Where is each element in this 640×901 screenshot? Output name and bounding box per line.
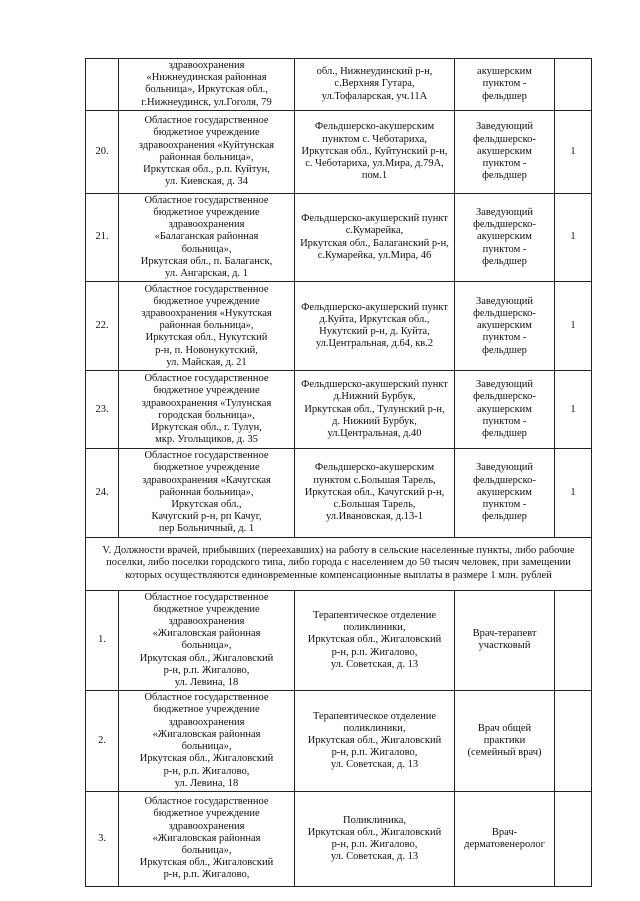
position-cell	[455, 193, 555, 281]
position-cell	[455, 449, 555, 537]
address-cell	[295, 110, 455, 193]
address-cell	[295, 282, 455, 371]
organization-cell-line: «Нижнеудинская районная	[146, 72, 267, 84]
address-cell	[295, 791, 455, 886]
row-number: 2.	[86, 691, 119, 792]
row-number: 20.	[86, 110, 119, 193]
organization-cell-line: ул. Майская, д. 21	[166, 356, 247, 368]
position-cell-line: пунктом -	[482, 332, 527, 344]
position-cell	[455, 282, 555, 371]
table-row	[86, 59, 592, 111]
organization-cell-line: районная больница»,	[159, 320, 254, 332]
organization-cell	[119, 110, 295, 193]
position-cell-line: пунктом -	[482, 243, 527, 255]
organization-cell-line: ул. Ангарская, д. 1	[165, 268, 248, 280]
organization-cell	[119, 791, 295, 886]
address-cell	[295, 371, 455, 449]
organization-cell-line: р-н, р.п. Жигалово,	[163, 869, 250, 881]
position-cell	[455, 791, 555, 886]
organization-cell-line: бюджетное учреждение	[153, 603, 260, 615]
address-cell	[295, 590, 455, 691]
address-cell-line: д.Нижний Бурбук,	[333, 391, 416, 403]
position-cell-line: акушерским	[477, 145, 532, 157]
address-cell-line: с.Кумарейка, ул.Мира, 46	[317, 249, 432, 261]
organization-cell-line: здравоохранения «Нукутская	[141, 307, 272, 319]
position-cell-line: фельдшер	[482, 428, 527, 440]
row-number: 3.	[86, 791, 119, 886]
organization-cell-line: Иркутская обл., п. Балаганск,	[140, 255, 273, 267]
position-cell-line: Заведующий	[475, 379, 534, 391]
organization-cell	[119, 59, 295, 111]
position-cell-line: фельдшер	[482, 255, 527, 267]
position-cell-line: Заведующий	[475, 121, 534, 133]
organization-cell-line: Областное государственное	[144, 283, 269, 295]
organization-cell-line: Областное государственное	[144, 115, 269, 127]
section-v-heading: V. Должности врачей, прибывших (переехавших) на работу в сельские населенные пункты, либо рабочие поселки, либо поселки городского типа, либо города с населением до 50 тысяч человек, при замещении которых осуществляются единовременные компенсационные выплаты в размере 1 млн. рублей	[86, 537, 592, 590]
organization-cell-line: Областное государственное	[144, 692, 269, 704]
organization-cell-line: больница»,	[181, 243, 232, 255]
address-cell	[295, 691, 455, 792]
address-cell-line: Иркутская обл., Жигаловский	[307, 634, 442, 646]
row-number: 23.	[86, 371, 119, 449]
organization-cell-line: здравоохранения	[168, 616, 245, 628]
address-cell-line: Поликлиника,	[343, 814, 406, 826]
table-row	[86, 110, 592, 193]
address-cell-line: Терапевтическое отделение	[312, 609, 437, 621]
address-cell	[295, 449, 455, 537]
table-row	[86, 282, 592, 371]
position-cell-line: пунктом -	[482, 157, 527, 169]
position-cell-line: фельдшер	[482, 90, 527, 102]
position-cell-line: акушерским	[477, 486, 532, 498]
position-cell-line: практики	[483, 734, 526, 746]
address-cell-line: Фельдшерско-акушерским	[314, 121, 435, 133]
row-number	[86, 59, 119, 111]
address-cell-line: ул. Советская, д. 13	[330, 851, 419, 863]
position-cell-line: дерматовенеролог	[464, 838, 545, 850]
address-cell-line: Фельдшерско-акушерский пункт	[301, 379, 448, 391]
position-cell-line: фельдшерско-	[473, 307, 536, 319]
address-cell-line: Терапевтическое отделение	[312, 710, 437, 722]
organization-cell	[119, 449, 295, 537]
address-cell-line: Иркутская обл., Балаганский р-н,	[300, 237, 449, 249]
organization-cell	[119, 193, 295, 281]
table-row	[86, 791, 592, 886]
organization-cell-line: здравоохранения «Качугская	[142, 474, 271, 486]
row-number: 22.	[86, 282, 119, 371]
position-cell-line: фельдшерско-	[473, 391, 536, 403]
organization-cell-line: р-н, р.п. Жигалово,	[163, 765, 250, 777]
organization-cell-line: Областное государственное	[144, 591, 269, 603]
row-number: 24.	[86, 449, 119, 537]
address-cell	[295, 59, 455, 111]
position-cell	[455, 371, 555, 449]
organization-cell-line: пер Больничный, д. 1	[158, 523, 255, 535]
table-body-top	[86, 59, 592, 538]
address-cell-line: ул. Советская, д. 13	[330, 759, 419, 771]
position-cell	[455, 110, 555, 193]
position-cell-line: пунктом -	[482, 78, 527, 90]
organization-cell-line: бюджетное учреждение	[153, 295, 260, 307]
organization-cell	[119, 590, 295, 691]
address-cell-line: Иркутская обл., Жигаловский	[307, 826, 442, 838]
position-cell-line: фельдшер	[482, 170, 527, 182]
organization-cell-line: «Жигаловская районная	[152, 832, 261, 844]
address-cell-line: д.Куйта, Иркутская обл.,	[319, 314, 430, 326]
organization-cell-line: районная больница»,	[159, 151, 254, 163]
organization-cell-line: «Жигаловская районная	[152, 628, 261, 640]
address-cell-line: с.Верхняя Гутара,	[334, 78, 415, 90]
organization-cell-line: Областное государственное	[144, 373, 269, 385]
table-row	[86, 590, 592, 691]
organization-cell-line: больница»,	[181, 741, 232, 753]
address-cell-line: Фельдшерско-акушерский пункт	[301, 301, 448, 313]
position-cell-line: акушерским	[477, 403, 532, 415]
position-cell-line: Заведующий	[475, 207, 534, 219]
organization-cell-line: ул. Левина, 18	[174, 677, 239, 689]
address-cell-line: пунктом с.Большая Тарель,	[313, 474, 436, 486]
address-cell-line: Фельдшерско-акушерский пункт	[301, 213, 448, 225]
organization-cell-line: городская больница»,	[158, 409, 255, 421]
organization-cell-line: г.Нижнеудинск, ул.Гоголя, 79	[141, 96, 272, 108]
position-cell-line: фельдшер	[482, 511, 527, 523]
organization-cell-line: бюджетное учреждение	[153, 808, 260, 820]
organization-cell-line: ул. Киевская, д. 34	[165, 176, 248, 188]
organization-cell-line: больница»,	[181, 640, 232, 652]
organization-cell-line: здравоохранения «Куйтунская	[138, 139, 275, 151]
address-cell-line: ул.Тофаларская, уч.11А	[321, 90, 428, 102]
table-row	[86, 691, 592, 792]
organization-cell-line: Качугский р-н, рп Качуг,	[151, 511, 262, 523]
position-cell-line: пунктом -	[482, 415, 527, 427]
position-cell-line: фельдшерско-	[473, 474, 536, 486]
organization-cell-line: Иркутская обл., Жигаловский	[139, 753, 274, 765]
address-cell-line: Иркутская обл., Жигаловский	[307, 734, 442, 746]
organization-cell-line: Иркутская обл., р.п. Куйтун,	[143, 164, 270, 176]
position-cell-line: фельдшерско-	[473, 133, 536, 145]
count-cell	[555, 691, 592, 792]
row-number: 1.	[86, 590, 119, 691]
position-cell-line: акушерским	[477, 66, 532, 78]
position-cell-line: Врач-	[491, 826, 518, 838]
organization-cell-line: «Балаганская районная	[154, 231, 259, 243]
address-cell-line: Фельдшерско-акушерским	[314, 462, 435, 474]
table-row	[86, 193, 592, 281]
organization-cell-line: здравоохранения	[168, 60, 245, 71]
address-cell	[295, 193, 455, 281]
position-cell-line: пунктом -	[482, 499, 527, 511]
organization-cell-line: мкр. Угольщиков, д. 35	[155, 434, 258, 446]
organization-cell-line: здравоохранения	[168, 716, 245, 728]
address-cell-line: поликлиники,	[343, 722, 406, 734]
organization-cell-line: бюджетное учреждение	[153, 462, 260, 474]
count-cell	[555, 590, 592, 691]
organization-cell-line: Иркутская обл., Жигаловский	[139, 652, 274, 664]
organization-cell-line: здравоохранения «Тулунская	[141, 397, 272, 409]
organization-cell-line: Областное государственное	[144, 450, 269, 462]
address-cell-line: Иркутская обл., Тулунский р-н,	[304, 403, 445, 415]
count-cell	[555, 791, 592, 886]
positions-table	[85, 58, 592, 887]
count-cell	[555, 59, 592, 111]
organization-cell-line: ул. Левина, 18	[174, 777, 239, 789]
address-cell-line: обл., Нижнеудинский р-н,	[316, 66, 433, 78]
organization-cell	[119, 371, 295, 449]
address-cell-line: ул.Ивановская, д.13-1	[325, 511, 424, 523]
address-cell-line: пом.1	[361, 170, 388, 182]
organization-cell-line: Иркутская обл., г. Тулун,	[151, 421, 262, 433]
count-cell: 1	[555, 110, 592, 193]
count-cell: 1	[555, 371, 592, 449]
organization-cell-line: бюджетное учреждение	[153, 127, 260, 139]
organization-cell	[119, 282, 295, 371]
address-cell-line: ул.Центральная, д.40	[327, 428, 422, 440]
position-cell-line: фельдшер	[482, 344, 527, 356]
address-cell-line: р-н, р.п. Жигалово,	[331, 646, 418, 658]
position-cell-line: Заведующий	[475, 462, 534, 474]
organization-cell-line: Областное государственное	[144, 796, 269, 808]
position-cell-line: Врач-терапевт	[472, 628, 537, 640]
count-cell: 1	[555, 193, 592, 281]
section-v	[86, 537, 592, 590]
table-body-bottom	[86, 590, 592, 886]
position-cell	[455, 691, 555, 792]
position-cell	[455, 590, 555, 691]
organization-cell-line: больница»,	[181, 845, 232, 856]
address-cell-line: с.Кумарейка,	[345, 225, 404, 237]
address-cell-line: с. Чеботариха, ул.Мира, д.79А,	[305, 157, 444, 169]
address-cell-line: с.Большая Тарель,	[333, 499, 416, 511]
address-cell-line: Иркутская обл., Куйтунский р-н,	[301, 145, 448, 157]
address-cell-line: р-н, р.п. Жигалово,	[331, 747, 418, 759]
organization-cell-line: здравоохранения	[168, 219, 245, 231]
address-cell-line: поликлиники,	[343, 622, 406, 634]
organization-cell-line: р-н, р.п. Жигалово,	[163, 664, 250, 676]
organization-cell-line: Областное государственное	[144, 194, 269, 206]
address-cell-line: р-н, р.п. Жигалово,	[331, 838, 418, 850]
organization-cell-line: р-н, п. Новонукутский,	[155, 344, 258, 356]
organization-cell-line: бюджетное учреждение	[153, 385, 260, 397]
position-cell-line: (семейный врач)	[467, 747, 542, 759]
organization-cell	[119, 691, 295, 792]
organization-cell-line: «Жигаловская районная	[152, 728, 261, 740]
table-row	[86, 371, 592, 449]
address-cell-line: пунктом с. Чеботариха,	[322, 133, 427, 145]
organization-cell-line: больница», Иркутская обл.,	[145, 84, 268, 96]
position-cell-line: участковый	[478, 640, 531, 652]
organization-cell-line: бюджетное учреждение	[153, 704, 260, 716]
table-row	[86, 449, 592, 537]
position-cell	[455, 59, 555, 111]
count-cell: 1	[555, 449, 592, 537]
count-cell: 1	[555, 282, 592, 371]
row-number: 21.	[86, 193, 119, 281]
position-cell-line: фельдшерско-	[473, 219, 536, 231]
position-cell-line: акушерским	[477, 231, 532, 243]
organization-cell-line: здравоохранения	[168, 820, 245, 832]
position-cell-line: Врач общей	[477, 722, 532, 734]
organization-cell-line: бюджетное учреждение	[153, 207, 260, 219]
position-cell-line: Заведующий	[475, 295, 534, 307]
position-cell-line: акушерским	[477, 320, 532, 332]
organization-cell-line: Иркутская обл., Нукутский	[145, 332, 268, 344]
address-cell-line: Нукутский р-н, д. Куйта,	[319, 326, 430, 338]
organization-cell-line: Иркутская обл.,	[171, 499, 242, 511]
address-cell-line: ул. Советская, д. 13	[330, 658, 419, 670]
address-cell-line: д. Нижний Бурбук,	[332, 415, 417, 427]
organization-cell-line: Иркутская обл., Жигаловский	[139, 857, 274, 869]
address-cell-line: ул.Центральная, д.64, кв.2	[315, 338, 434, 350]
organization-cell-line: районная больница»,	[159, 486, 254, 498]
address-cell-line: Иркутская обл., Качугский р-н,	[304, 486, 445, 498]
